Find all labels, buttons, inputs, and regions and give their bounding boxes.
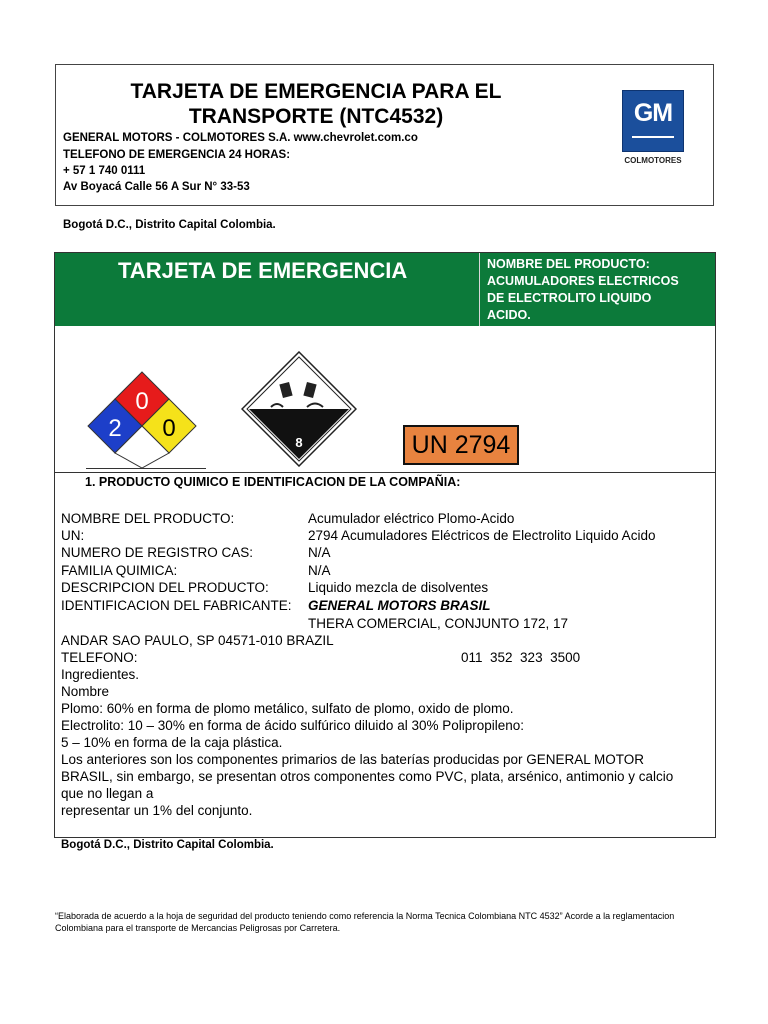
location-top: Bogotá D.C., Distrito Capital Colombia.: [63, 219, 276, 231]
field-value-description: Liquido mezcla de disolventes: [308, 580, 489, 595]
nfpa-diamond-icon: [84, 371, 200, 469]
field-value-chemical-family: N/A: [308, 563, 331, 578]
company-line: GENERAL MOTORS - COLMOTORES S.A. www.chevrolet.com.co: [63, 132, 418, 144]
field-value-cas: N/A: [308, 545, 331, 560]
body-line: que no llegan a: [61, 786, 154, 801]
colmotores-caption: COLMOTORES: [624, 156, 682, 165]
manufacturer-address-line2: ANDAR SAO PAULO, SP 04571-010 BRAZIL: [61, 633, 334, 648]
body-line: Plomo: 60% en forma de plomo metálico, sulfato de plomo, oxido de plomo.: [61, 701, 514, 716]
footer-note: “Elaborada de acuerdo a la hoja de seguridad del producto teniendo como referencia la Norma Tecnica Colombiana NTC 4532” Acorde a la reglamentacion Colombiana para el transporte de Mercancias Peligrosas por Carretera.: [55, 911, 675, 933]
gm-logo-text: GM: [633, 99, 673, 127]
field-label-phone: TELEFONO:: [61, 650, 138, 665]
product-label-line: NOMBRE DEL PRODUCTO:: [487, 257, 650, 271]
emergency-phone: + 57 1 740 0111: [63, 165, 146, 177]
product-label-line: ACUMULADORES ELECTRICOS: [487, 274, 679, 288]
body-line: Ingredientes.: [61, 667, 140, 682]
field-label-description: DESCRIPCION DEL PRODUCTO:: [61, 580, 269, 595]
field-value-product-name: Acumulador eléctrico Plomo-Acido: [308, 511, 515, 526]
body-line: Electrolito: 10 – 30% en forma de ácido sulfúrico diluido al 30% Polipropileno:: [61, 718, 525, 733]
card-header-divider: [479, 253, 480, 326]
header-box: [55, 64, 714, 206]
divider-short: [86, 468, 206, 469]
product-label-line: DE ELECTROLITO LIQUIDO: [487, 291, 652, 305]
manufacturer-address-line1: THERA COMERCIAL, CONJUNTO 172, 17: [308, 616, 569, 631]
un-number-badge: UN 2794: [403, 425, 519, 465]
body-line: representar un 1% del conjunto.: [61, 803, 253, 818]
header-title-line2: TRANSPORTE (NTC4532): [188, 105, 444, 128]
nfpa-reactivity-value: 0: [162, 415, 176, 442]
field-label-chemical-family: FAMILIA QUIMICA:: [61, 563, 178, 578]
field-value-un: 2794 Acumuladores Eléctricos de Electrolito Liquido Acido: [308, 528, 656, 543]
gm-logo: [622, 90, 684, 152]
body-line: 5 – 10% en forma de la caja plástica.: [61, 735, 283, 750]
product-name-label: [487, 256, 713, 324]
location-bottom: Bogotá D.C., Distrito Capital Colombia.: [61, 839, 274, 851]
field-label-un: UN:: [61, 528, 85, 543]
body-line: Los anteriores son los componentes primarios de las baterías producidas por GENERAL MOTOR: [61, 752, 645, 767]
emergency-phone-label: TELEFONO DE EMERGENCIA 24 HORAS:: [63, 149, 291, 161]
section-title: 1. PRODUCTO QUIMICO E IDENTIFICACION DE LA COMPAÑIA:: [85, 475, 461, 489]
divider-section: [55, 472, 715, 473]
company-address: Av Boyacá Calle 56 A Sur N° 33-53: [63, 181, 250, 193]
header-title-line1: TARJETA DE EMERGENCIA PARA EL: [130, 80, 502, 103]
hazard-class-number: 8: [295, 435, 303, 450]
field-label-cas: NUMERO DE REGISTRO CAS:: [61, 545, 254, 560]
nfpa-health-value: 2: [108, 415, 122, 442]
gm-logo-underline: [632, 136, 674, 138]
field-label-manufacturer: IDENTIFICACION DEL FABRICANTE:: [61, 598, 292, 613]
body-line: BRASIL, sin embargo, se presentan otros componentes como PVC, plata, arsénico, antimonio y calcio: [61, 769, 674, 784]
field-value-phone: 011 352 323 3500: [461, 650, 581, 665]
field-value-manufacturer: GENERAL MOTORS BRASIL: [308, 598, 491, 613]
field-label-product-name: NOMBRE DEL PRODUCTO:: [61, 511, 235, 526]
corrosive-class-8-placard-icon: [241, 351, 357, 467]
nfpa-flammability-value: 0: [135, 388, 149, 415]
emergency-card: [54, 252, 716, 838]
body-line: Nombre: [61, 684, 110, 699]
product-label-line: ACIDO.: [487, 308, 531, 322]
card-title: TARJETA DE EMERGENCIA: [118, 258, 408, 283]
